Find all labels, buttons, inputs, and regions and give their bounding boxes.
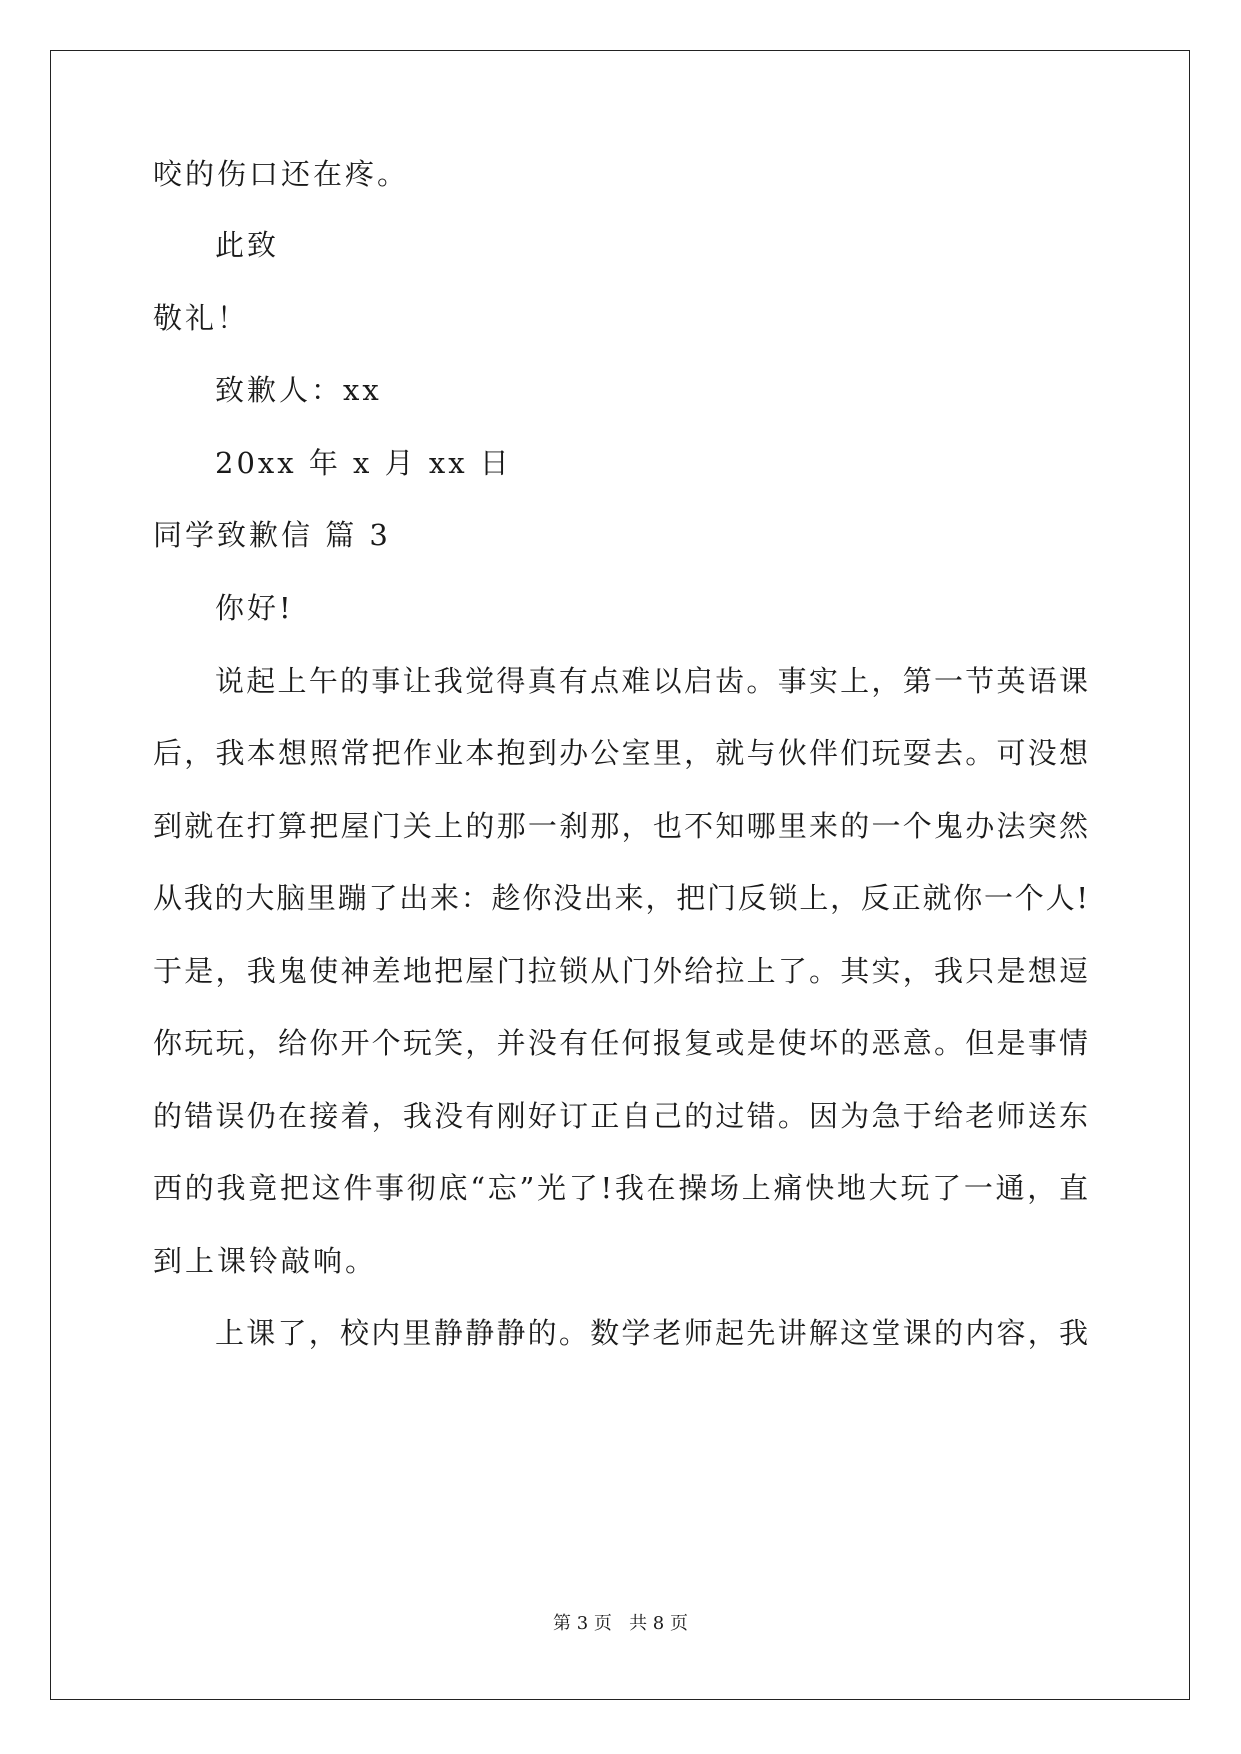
section-heading: 同学致歉信 篇 3 bbox=[153, 518, 391, 552]
paragraph-line: 你玩玩，给你开个玩笑，并没有任何报复或是使坏的恶意。但是事情 bbox=[153, 1026, 1088, 1060]
paragraph-line: 到上课铃敲响。 bbox=[153, 1244, 378, 1278]
greeting: 你好! bbox=[215, 591, 294, 625]
paragraph-line: 后，我本想照常把作业本抱到办公室里，就与伙伴们玩耍去。可没想 bbox=[153, 736, 1088, 770]
paragraph-line: 从我的大脑里蹦了出来：趁你没出来，把门反锁上，反正就你一个人! bbox=[153, 881, 1088, 915]
closing-respect: 敬礼！ bbox=[153, 301, 250, 335]
closing-salutation: 此致 bbox=[215, 228, 280, 262]
paragraph-line: 上课了，校内里静静静的。数学老师起先讲解这堂课的内容，我 bbox=[215, 1316, 1088, 1350]
paragraph-line: 西的我竟把这件事彻底“忘”光了!我在操场上痛快地大玩了一通，直 bbox=[153, 1171, 1088, 1205]
signature-line: 致歉人：xx bbox=[215, 373, 382, 407]
paragraph-line: 到就在打算把屋门关上的那一刹那，也不知哪里来的一个鬼办法突然 bbox=[153, 809, 1088, 843]
paragraph-line: 的错误仍在接着，我没有刚好订正自己的过错。因为急于给老师送东 bbox=[153, 1099, 1088, 1133]
date-line: 20xx 年 x 月 xx 日 bbox=[215, 446, 512, 480]
page-footer: 第 3 页 共 8 页 bbox=[553, 1613, 688, 1634]
paragraph-line: 于是，我鬼使神差地把屋门拉锁从门外给拉上了。其实，我只是想逗 bbox=[153, 954, 1088, 988]
paragraph-line: 说起上午的事让我觉得真有点难以启齿。事实上，第一节英语课 bbox=[215, 664, 1088, 698]
text-line-1: 咬的伤口还在疼。 bbox=[153, 157, 410, 191]
